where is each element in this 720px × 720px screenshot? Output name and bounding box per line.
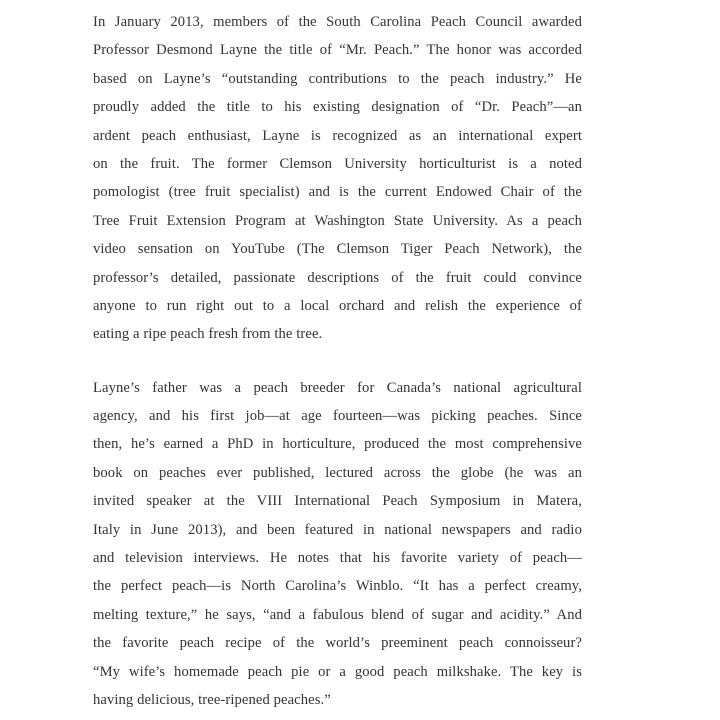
- text-line: having delicious, tree-ripened peaches.”: [93, 691, 331, 708]
- text-line: agency, and his first job—at age fourteen—was picking peaches. Since: [93, 408, 582, 425]
- text-line: the favorite peach recipe of the world’s preeminent peach connoisseur?: [93, 635, 582, 652]
- text-line: invited speaker at the VIII International Peach Symposium in Matera,: [93, 493, 582, 510]
- text-line: Italy in June 2013), and been featured in national newspapers and radio: [93, 521, 582, 538]
- text-line: book on peaches ever published, lectured across the globe (he was an: [93, 464, 582, 481]
- paragraph: [93, 374, 582, 715]
- text-line: Professor Desmond Layne the title of “Mr. Peach.” The honor was accorded: [93, 42, 582, 59]
- text-line: eating a ripe peach fresh from the tree.: [93, 326, 323, 343]
- paragraph: [93, 8, 582, 349]
- text-line: video sensation on YouTube (The Clemson Tiger Peach Network), the: [93, 241, 582, 258]
- text-line: melting texture,” he says, “and a fabulous blend of sugar and acidity.” And: [93, 606, 582, 623]
- text-line: and television interviews. He notes that his favorite variety of peach—: [93, 550, 582, 567]
- body-text: [93, 8, 582, 714]
- text-line: Tree Fruit Extension Program at Washington State University. As a peach: [93, 212, 582, 229]
- text-line: pomologist (tree fruit specialist) and is the current Endowed Chair of the: [93, 184, 582, 201]
- text-line: based on Layne’s “outstanding contributions to the peach industry.” He: [93, 70, 582, 87]
- text-line: Layne’s father was a peach breeder for Canada’s national agricultural: [93, 379, 582, 396]
- text-line: ardent peach enthusiast, Layne is recognized as an international expert: [93, 127, 582, 144]
- text-line: “My wife’s homemade peach pie or a good peach milkshake. The key is: [93, 663, 582, 680]
- text-line: then, he’s earned a PhD in horticulture, produced the most comprehensive: [93, 436, 582, 453]
- text-line: professor’s detailed, passionate descriptions of the fruit could convince: [93, 269, 582, 286]
- text-line: In January 2013, members of the South Carolina Peach Council awarded: [93, 14, 582, 30]
- text-line: anyone to run right out to a local orchard and relish the experience of: [93, 297, 582, 314]
- text-line: proudly added the title to his existing designation of “Dr. Peach”—an: [93, 99, 582, 116]
- text-line: the perfect peach—is North Carolina’s Winblo. “It has a perfect creamy,: [93, 578, 582, 595]
- text-line: on the fruit. The former Clemson University horticulturist is a noted: [93, 155, 582, 172]
